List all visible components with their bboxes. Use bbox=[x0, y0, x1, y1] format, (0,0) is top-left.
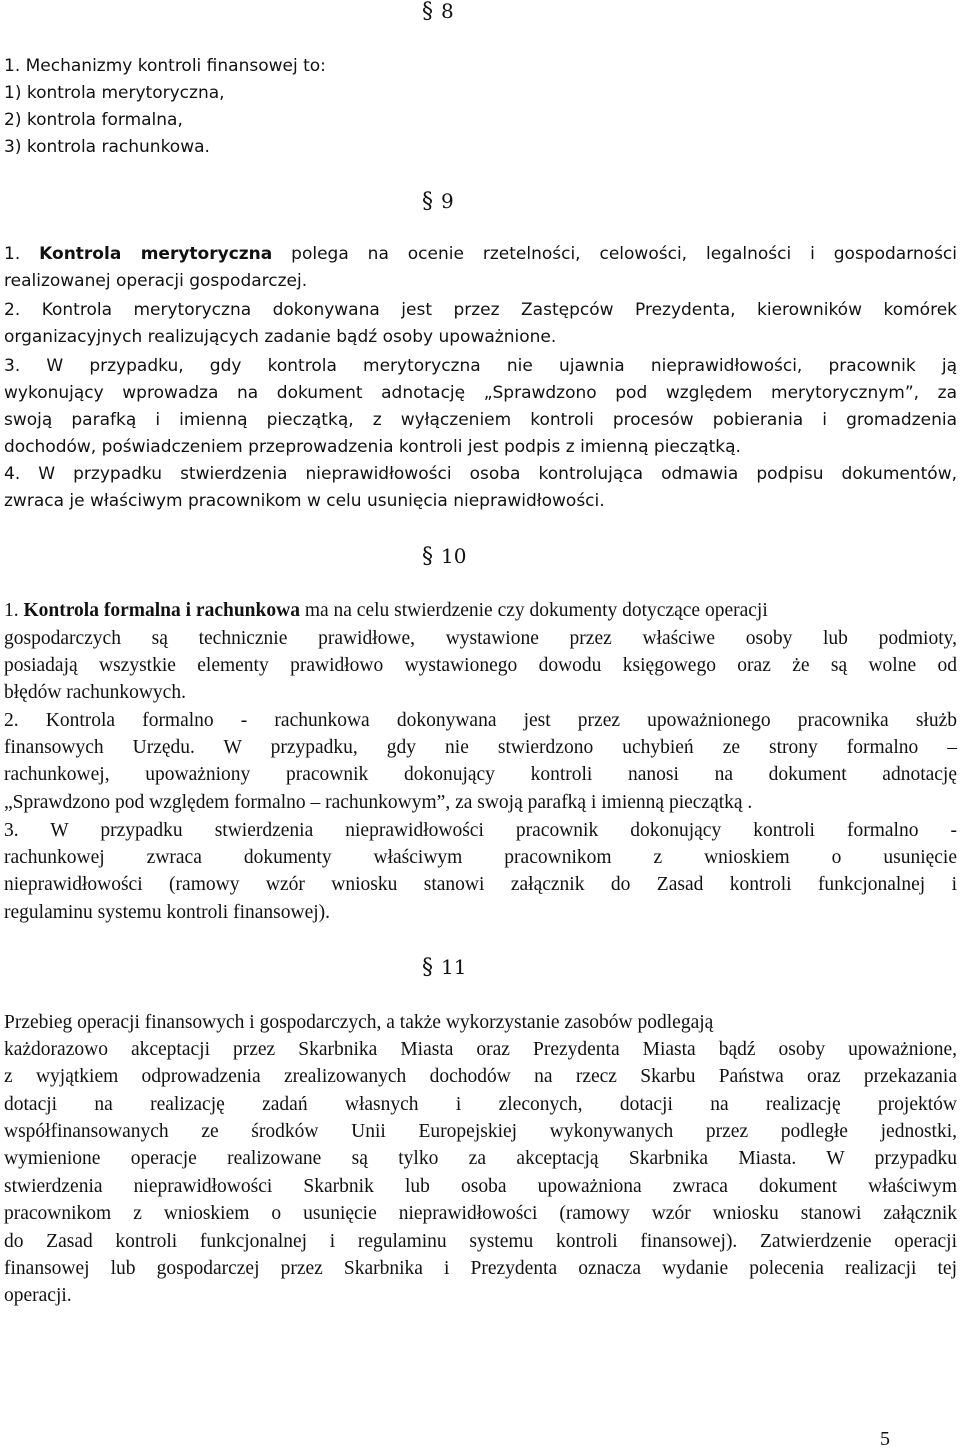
paragraph-text: polega na ocenie rzetelności, celowości, legalności i gospodarności bbox=[272, 244, 958, 264]
paragraph-line: „Sprawdzono pod względem formalno – rachunkowym”, za swoją parafką i imienną pieczątką . bbox=[4, 792, 753, 813]
paragraph-line: finansowych Urzędu. W przypadku, gdy nie stwierdzono uchybień ze strony formalno – bbox=[4, 737, 957, 758]
paragraph-line: 2. Kontrola formalno - rachunkowa dokonywana jest przez upoważnionego pracownika służb bbox=[4, 710, 957, 731]
paragraph-line: realizowanej operacji gospodarczej. bbox=[4, 271, 308, 291]
paragraph-line: pracownikom z wnioskiem o usunięcie nieprawidłowości (ramowy wzór wniosku stanowi załącznik bbox=[4, 1203, 957, 1224]
paragraph-number: 1. bbox=[4, 244, 40, 264]
paragraph-line bbox=[4, 241, 957, 268]
section-symbol: § bbox=[422, 189, 433, 214]
paragraph-line: Przebieg operacji finansowych i gospodarczych, a także wykorzystanie zasobów podlegają bbox=[4, 1012, 714, 1033]
paragraph-line: 3. W przypadku stwierdzenia nieprawidłowości pracownik dokonujący kontroli formalno - bbox=[4, 820, 957, 841]
paragraph-line: organizacyjnych realizujących zadanie bądź osoby upoważnione. bbox=[4, 327, 557, 347]
section-heading-9 bbox=[422, 188, 454, 215]
bold-term: Kontrola merytoryczna bbox=[39, 244, 273, 264]
paragraph-line: swoją parafką i imienną pieczątką, z wyłączeniem kontroli procesów pobierania i gromadzenia bbox=[4, 410, 957, 430]
section-number: 9 bbox=[441, 189, 454, 213]
paragraph-line: operacji. bbox=[4, 1285, 72, 1306]
section-heading-11 bbox=[422, 954, 466, 981]
list-item: 3) kontrola rachunkowa. bbox=[4, 137, 210, 157]
list-item-header: 1. Mechanizmy kontroli finansowej to: bbox=[4, 56, 326, 76]
section-heading-8 bbox=[422, 0, 454, 25]
paragraph-line: wykonujący wprowadza na dokument adnotację „Sprawdzono pod względem merytorycznym”, za bbox=[4, 383, 957, 403]
section-symbol: § bbox=[422, 955, 433, 980]
section-symbol: § bbox=[422, 0, 433, 24]
paragraph-line: gospodarczych są technicznie prawidłowe, wystawione przez właściwe osoby lub podmioty, bbox=[4, 628, 957, 649]
paragraph-line: wymienione operacje realizowane są tylko za akceptacją Skarbnika Miasta. W przypadku bbox=[4, 1148, 957, 1169]
list-item: 1) kontrola merytoryczna, bbox=[4, 83, 225, 103]
paragraph-line: 4. W przypadku stwierdzenia nieprawidłowości osoba kontrolująca odmawia podpisu dokumentów, bbox=[4, 464, 957, 484]
section-heading-10 bbox=[422, 543, 466, 570]
paragraph-line: rachunkowej zwraca dokumenty właściwym pracownikom z wnioskiem o usunięcie bbox=[4, 847, 957, 868]
paragraph-line: finansowej lub gospodarczej przez Skarbnika i Prezydenta oznacza wydanie polecenia realizacji tej bbox=[4, 1258, 957, 1279]
section-number: 8 bbox=[441, 0, 454, 23]
list-item: 2) kontrola formalna, bbox=[4, 110, 183, 130]
paragraph-line: stwierdzenia nieprawidłowości Skarbnik lub osoba upoważniona zwraca dokument właściwym bbox=[4, 1176, 957, 1197]
paragraph-line: błędów rachunkowych. bbox=[4, 682, 186, 703]
paragraph-number: 1. bbox=[4, 600, 24, 621]
paragraph-line: każdorazowo akceptacji przez Skarbnika Miasta oraz Prezydenta Miasta bądź osoby upoważnione, bbox=[4, 1039, 957, 1060]
paragraph-line: posiadają wszystkie elementy prawidłowo wystawionego dowodu księgowego oraz że są wolne od bbox=[4, 655, 957, 676]
paragraph-line: nieprawidłowości (ramowy wzór wniosku stanowi załącznik do Zasad kontroli funkcjonalnej i bbox=[4, 874, 957, 895]
paragraph-line: dotacji na realizację zadań własnych i zleconych, dotacji na realizację projektów bbox=[4, 1094, 957, 1115]
paragraph-line: dochodów, poświadczeniem przeprowadzenia kontroli jest podpis z imienną pieczątką. bbox=[4, 437, 741, 457]
bold-term: Kontrola formalna i rachunkowa bbox=[23, 600, 300, 621]
paragraph-line: rachunkowej, upoważniony pracownik dokonujący kontroli nanosi na dokument adnotację bbox=[4, 764, 957, 785]
paragraph-text: ma na celu stwierdzenie czy dokumenty dotyczące operacji bbox=[299, 600, 768, 621]
paragraph-line: z wyjątkiem odprowadzenia zrealizowanych dochodów na rzecz Skarbu Państwa oraz przekazania bbox=[4, 1066, 957, 1087]
section-number: 11 bbox=[441, 955, 467, 979]
paragraph-line: zwraca je właściwym pracownikom w celu usunięcia nieprawidłowości. bbox=[4, 491, 605, 511]
page-number: 5 bbox=[880, 1428, 890, 1450]
paragraph-line bbox=[4, 597, 957, 624]
paragraph-line: regulaminu systemu kontroli finansowej). bbox=[4, 902, 331, 923]
section-number: 10 bbox=[441, 544, 467, 568]
paragraph-line: 3. W przypadku, gdy kontrola merytoryczna nie ujawnia nieprawidłowości, pracownik ją bbox=[4, 356, 957, 376]
paragraph-line: 2. Kontrola merytoryczna dokonywana jest przez Zastępców Prezydenta, kierowników komórek bbox=[4, 300, 957, 320]
section-symbol: § bbox=[422, 544, 433, 569]
paragraph-line: do Zasad kontroli funkcjonalnej i regulaminu systemu kontroli finansowej). Zatwierdzenie operacji bbox=[4, 1231, 957, 1252]
paragraph-line: współfinansowanych ze środków Unii Europejskiej wykonywanych przez podległe jednostki, bbox=[4, 1121, 957, 1142]
